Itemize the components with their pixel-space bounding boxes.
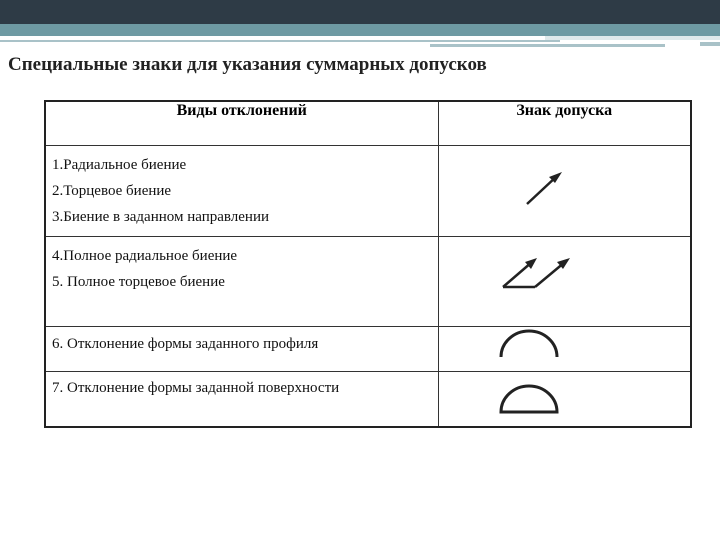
header-bar xyxy=(0,0,720,24)
symbol-cell xyxy=(438,371,691,427)
deviation-item: 7. Отклонение формы заданной поверхности xyxy=(52,379,340,396)
column-header-deviation-types: Виды отклонений xyxy=(45,101,438,145)
header-decoration xyxy=(545,36,720,40)
single-arrow-icon xyxy=(439,146,692,236)
table-header-row xyxy=(45,101,691,145)
deviation-item: 1.Радиальное биение xyxy=(52,156,187,173)
table-row xyxy=(45,371,691,427)
table-row xyxy=(45,145,691,236)
deviation-cell xyxy=(45,371,438,427)
deviation-item: 3.Биение в заданном направлении xyxy=(52,208,270,225)
deviation-item: 4.Полное радиальное биение xyxy=(52,247,238,264)
column-header-tolerance-sign: Знак допуска xyxy=(438,101,691,145)
page-title: Специальные знаки для указания суммарных допусков xyxy=(8,54,487,75)
tolerance-table xyxy=(44,100,692,428)
table-row xyxy=(45,326,691,371)
arc-icon xyxy=(439,327,692,371)
symbol-cell xyxy=(438,145,691,236)
deviation-cell xyxy=(45,145,438,236)
deviation-cell xyxy=(45,326,438,371)
symbol-cell xyxy=(438,236,691,326)
deviation-cell xyxy=(45,236,438,326)
header-decoration-line xyxy=(700,42,720,46)
deviation-item: 5. Полное торцевое биение xyxy=(52,273,225,290)
table-row xyxy=(45,236,691,326)
header-decoration-line xyxy=(430,44,665,47)
header-accent-bar xyxy=(0,24,720,36)
deviation-item: 6. Отклонение формы заданного профиля xyxy=(52,335,319,352)
double-arrow-icon xyxy=(439,237,692,326)
header-decoration-line xyxy=(0,40,560,42)
symbol-cell xyxy=(438,326,691,371)
deviation-item: 2.Торцевое биение xyxy=(52,182,172,199)
semicircle-icon xyxy=(439,372,692,426)
